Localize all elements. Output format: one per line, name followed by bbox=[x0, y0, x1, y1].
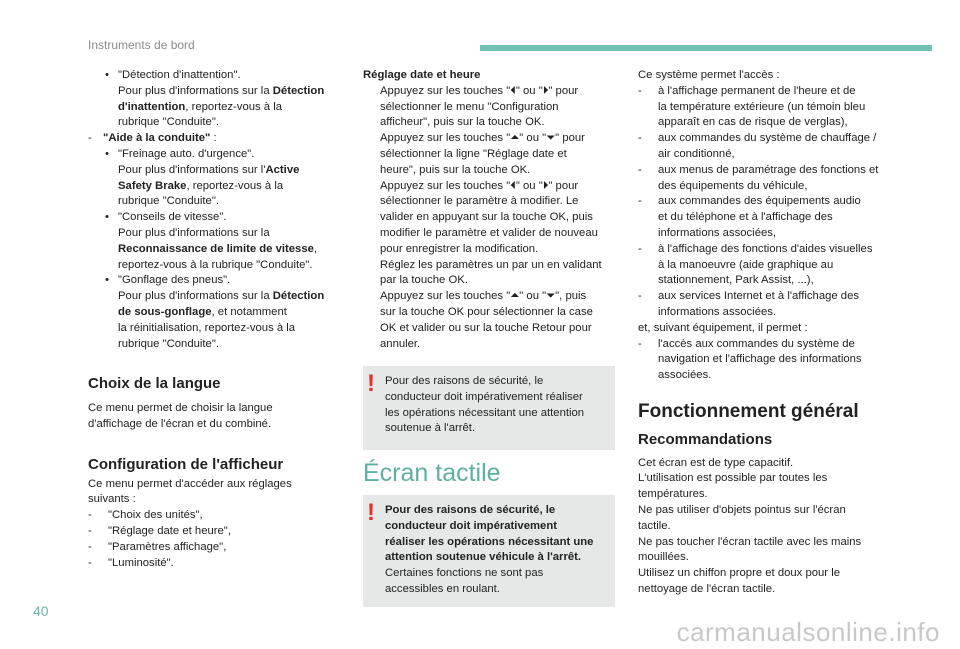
text-line: Ne pas toucher l'écran tactile avec les mains bbox=[638, 535, 862, 548]
section-heading-afficheur: Configuration de l'afficheur bbox=[88, 455, 284, 473]
text-line: "Gonflage des pneus". bbox=[118, 274, 231, 287]
text-line: la température extérieure (un témoin bleu bbox=[658, 100, 866, 113]
list-item bbox=[638, 337, 896, 384]
text-line-bold: Pour des raisons de sécurité, le bbox=[385, 504, 556, 516]
list-item-body bbox=[658, 194, 896, 241]
text-line: et du téléphone et à l'affichage des bbox=[658, 211, 833, 224]
list-item-body bbox=[658, 163, 896, 195]
text-line: Pour plus d'informations sur la bbox=[118, 226, 270, 239]
warning-icon: ! bbox=[367, 499, 375, 526]
warning-box bbox=[363, 495, 615, 607]
text-line: Ce menu permet d'accéder aux réglages bbox=[88, 477, 292, 490]
section-heading-recommandations: Recommandations bbox=[638, 430, 773, 448]
text-line: "Paramètres affichage", bbox=[108, 540, 227, 553]
text-line: "Réglage date et heure", bbox=[108, 524, 231, 537]
text-line bbox=[118, 163, 343, 179]
text-line-bold: conducteur doit impérativement bbox=[385, 519, 557, 532]
text-line bbox=[118, 179, 343, 195]
text-line: à l'affichage des fonctions d'aides visuelles bbox=[658, 242, 873, 255]
access-list bbox=[638, 84, 896, 321]
list-item bbox=[88, 540, 343, 556]
text-line: apparaît en cas de risque de verglas), bbox=[658, 116, 848, 129]
text-line: "Luminosité". bbox=[108, 556, 174, 569]
dash-marker: - bbox=[88, 509, 92, 522]
step-item bbox=[363, 84, 616, 131]
text-line: Cet écran est de type capacitif. bbox=[638, 456, 794, 469]
subheading-reglage: Réglage date et heure bbox=[363, 69, 481, 81]
config-list bbox=[88, 508, 343, 571]
page-header-title: Instruments de bord bbox=[88, 38, 195, 52]
text-line-bold: réaliser les opérations nécessitant une bbox=[385, 535, 594, 548]
text-line: sélectionner le paramètre à modifier. Le bbox=[380, 195, 579, 208]
text-span: , bbox=[313, 242, 318, 255]
text-line: afficheur", puis sur la touche OK. bbox=[380, 116, 545, 129]
text-line: L'utilisation est possible par toutes les bbox=[638, 472, 828, 485]
list-item bbox=[88, 524, 343, 540]
text-line: par la touche OK. bbox=[380, 274, 468, 287]
text-line: associées. bbox=[658, 369, 712, 382]
text-line: rubrique "Conduite". bbox=[118, 337, 219, 350]
suivant-list bbox=[638, 337, 896, 384]
text-line: températures. bbox=[638, 488, 708, 501]
text-line: soutenue à l'arrêt. bbox=[385, 422, 476, 435]
bullet-marker: • bbox=[105, 274, 109, 287]
text-line: Pour des raisons de sécurité, le bbox=[385, 375, 544, 387]
bullet-marker: • bbox=[105, 69, 109, 81]
text-line: informations associées, bbox=[658, 226, 777, 239]
steps-list bbox=[363, 84, 616, 353]
warning-text bbox=[385, 503, 593, 598]
text-line: les opérations nécessitant une attention bbox=[385, 406, 585, 419]
text-line: des équipements du véhicule, bbox=[658, 179, 808, 192]
dash-marker: - bbox=[638, 163, 642, 176]
text-line: modifier le paramètre et valider de nouveau bbox=[380, 226, 598, 239]
text-line: OK et valider ou sur la touche Retour pour bbox=[380, 321, 592, 334]
text-line: Ne pas utiliser d'objets pointus sur l'écran bbox=[638, 503, 846, 516]
list-item-body bbox=[658, 131, 896, 163]
paragraph bbox=[88, 477, 343, 509]
text-line: informations associées. bbox=[658, 305, 777, 318]
column-2 bbox=[363, 68, 616, 352]
list-item bbox=[88, 273, 343, 352]
section-heading-fonctionnement: Fonctionnement général bbox=[638, 400, 859, 422]
text-line: valider en appuyant sur la touche OK, puis bbox=[380, 211, 593, 224]
list-item bbox=[638, 289, 896, 321]
text-line: air conditionné, bbox=[658, 147, 735, 160]
dash-marker: - bbox=[638, 290, 642, 303]
step-item bbox=[363, 289, 616, 352]
text-span: Pour plus d'informations sur l' bbox=[118, 163, 266, 176]
text-line-bold: attention soutenue véhicule à l'arrêt. bbox=[385, 551, 582, 564]
text-span: , reportez-vous à la bbox=[186, 179, 284, 192]
bold-term: Reconnaissance de limite de vitesse bbox=[118, 242, 314, 255]
bullet-marker: • bbox=[105, 211, 109, 224]
text-line: d'affichage de l'écran et du combiné. bbox=[88, 417, 272, 430]
step-item bbox=[363, 258, 616, 290]
warning-box bbox=[363, 366, 615, 450]
list-item bbox=[88, 131, 343, 147]
text-line: suivants : bbox=[88, 493, 136, 506]
warning-text bbox=[385, 374, 584, 437]
text-line: nettoyage de l'écran tactile. bbox=[638, 582, 776, 595]
text-span: : bbox=[210, 132, 217, 145]
text-line: rubrique "Conduite". bbox=[118, 116, 219, 129]
bullet-marker: • bbox=[105, 147, 109, 160]
text-line: Appuyez sur les touches "⏶" ou "⏷" pour bbox=[380, 132, 585, 145]
list-item bbox=[638, 163, 896, 195]
text-line: reportez-vous à la rubrique "Conduite". bbox=[118, 258, 313, 271]
dash-marker: - bbox=[638, 132, 642, 145]
text-line: "Conseils de vitesse". bbox=[118, 211, 227, 224]
text-line bbox=[118, 289, 343, 305]
text-line: rubrique "Conduite". bbox=[118, 195, 219, 208]
bold-term: d'inattention bbox=[118, 100, 186, 113]
list-item bbox=[88, 147, 343, 210]
dash-marker: - bbox=[88, 524, 92, 537]
text-line: Réglez les paramètres un par un en validant bbox=[380, 258, 602, 271]
dash-marker: - bbox=[88, 132, 92, 145]
text-line: "Freinage auto. d'urgence". bbox=[118, 147, 255, 160]
dash-marker: - bbox=[638, 242, 642, 255]
dash-marker: - bbox=[88, 540, 92, 553]
list-item bbox=[638, 194, 896, 241]
text-line: aux commandes des équipements audio bbox=[658, 195, 861, 208]
section-heading-langue: Choix de la langue bbox=[88, 375, 221, 393]
list-item bbox=[88, 210, 343, 273]
text-line: et, suivant équipement, il permet : bbox=[638, 321, 808, 334]
text-line: Appuyez sur les touches "⏴" ou "⏵" pour bbox=[380, 179, 579, 192]
list-item bbox=[638, 131, 896, 163]
dash-marker: - bbox=[638, 337, 642, 350]
text-line: stationnement, Park Assist, ...), bbox=[658, 274, 814, 287]
dash-marker: - bbox=[638, 84, 642, 97]
list-item bbox=[88, 508, 343, 524]
text-line: aux services Internet et à l'affichage des bbox=[658, 290, 860, 303]
text-line: Ce système permet l'accès : bbox=[638, 69, 780, 81]
list-item-body bbox=[658, 337, 896, 384]
text-line: "Choix des unités", bbox=[108, 509, 203, 522]
text-line: Utilisez un chiffon propre et doux pour le bbox=[638, 567, 840, 580]
text-line: aux menus de paramétrage des fonctions et bbox=[658, 163, 879, 176]
text-line: sélectionner le menu "Configuration bbox=[380, 100, 559, 113]
bold-term: Safety Brake bbox=[118, 179, 187, 192]
column-3 bbox=[638, 68, 896, 598]
dash-marker: - bbox=[88, 556, 92, 569]
text-span: , reportez-vous à la bbox=[185, 100, 283, 113]
page-number: 40 bbox=[33, 603, 49, 619]
bold-term: "Aide à la conduite" bbox=[103, 132, 211, 145]
step-item bbox=[363, 179, 616, 258]
text-line: accessibles en roulant. bbox=[385, 582, 500, 595]
text-line: sélectionner la ligne "Réglage date et bbox=[380, 147, 567, 160]
bold-term: Détection bbox=[272, 84, 325, 97]
text-line: heure", puis sur la touche OK. bbox=[380, 163, 531, 176]
list-item bbox=[638, 242, 896, 289]
warning-icon: ! bbox=[367, 370, 375, 397]
text-line: mouillées. bbox=[638, 551, 689, 564]
list-item-body bbox=[658, 84, 896, 131]
text-line: "Détection d'inattention". bbox=[118, 69, 241, 81]
text-line bbox=[118, 100, 343, 116]
text-line: navigation et l'affichage des informations bbox=[658, 353, 862, 366]
step-item bbox=[363, 131, 616, 178]
text-line: à l'affichage permanent de l'heure et de bbox=[658, 84, 856, 97]
list-item-body bbox=[658, 289, 896, 321]
text-line bbox=[118, 84, 343, 100]
text-line: pour enregistrer la modification. bbox=[380, 242, 539, 255]
bold-term: de sous-gonflage bbox=[118, 305, 212, 318]
text-line: sur la touche OK pour sélectionner la case bbox=[380, 305, 593, 318]
bold-term: Active bbox=[265, 163, 300, 176]
list-item bbox=[88, 556, 343, 572]
text-line: Appuyez sur les touches "⏶" ou "⏷", puis bbox=[380, 290, 587, 303]
list-item bbox=[88, 68, 343, 131]
bold-term: Détection bbox=[272, 290, 325, 303]
text-line: la réinitialisation, reportez-vous à la bbox=[118, 321, 296, 334]
list-item-body bbox=[658, 242, 896, 289]
text-line: conducteur doit impérativement réaliser bbox=[385, 390, 583, 403]
paragraph bbox=[638, 456, 896, 598]
text-line: Ce menu permet de choisir la langue bbox=[88, 402, 273, 415]
text-line: Appuyez sur les touches "⏴" ou "⏵" pour bbox=[380, 84, 579, 97]
text-line: à la manoeuvre (aide graphique au bbox=[658, 258, 834, 271]
text-span: , et notamment bbox=[211, 305, 287, 318]
text-line: aux commandes du système de chauffage / bbox=[658, 132, 877, 145]
column-1 bbox=[88, 68, 343, 571]
text-line: Certaines fonctions ne sont pas bbox=[385, 567, 544, 580]
list-item bbox=[638, 84, 896, 131]
text-line: l'accès aux commandes du système de bbox=[658, 337, 855, 350]
dash-marker: - bbox=[638, 195, 642, 208]
text-line bbox=[118, 242, 343, 258]
text-span: Pour plus d'informations sur la bbox=[118, 290, 273, 303]
section-heading-ecran: Écran tactile bbox=[363, 459, 501, 487]
text-line: tactile. bbox=[638, 519, 671, 532]
paragraph bbox=[88, 401, 343, 433]
text-span: Pour plus d'informations sur la bbox=[118, 84, 273, 97]
text-line: annuler. bbox=[380, 337, 421, 350]
text-line bbox=[118, 305, 343, 321]
header-accent-bar bbox=[480, 45, 932, 51]
watermark: carmanualsonline.info bbox=[676, 617, 940, 647]
